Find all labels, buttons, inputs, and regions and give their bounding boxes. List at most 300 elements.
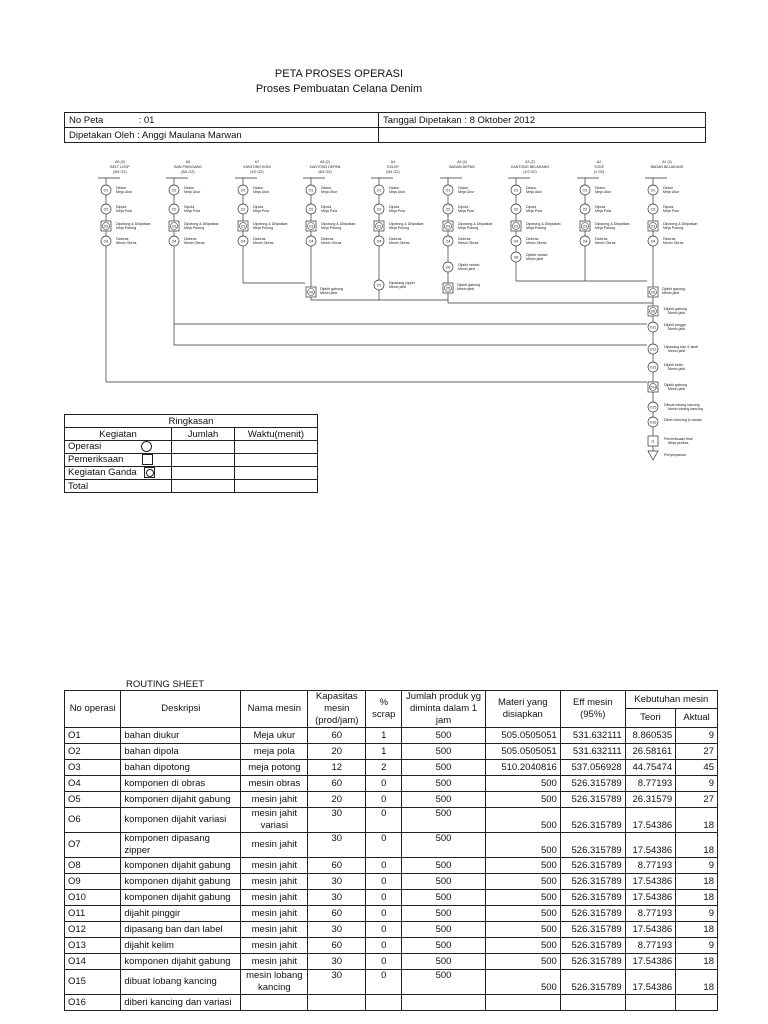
cell-mesin: mesin jahit (241, 858, 308, 874)
cell-mesin: mesin obras (241, 776, 308, 792)
operation-circle-icon (141, 441, 152, 452)
cell-aktual: 9 (676, 938, 718, 954)
table-row (65, 922, 718, 938)
table-row (65, 808, 718, 833)
step-label: Diobras (389, 237, 402, 241)
step-label: Diobras (595, 237, 608, 241)
part-name: GOLBY (386, 165, 400, 169)
operation-number: O2 (171, 207, 177, 212)
col-teori: Teori (625, 709, 675, 728)
summary-row-operasi: Operasi (65, 441, 172, 454)
cell-no: O13 (65, 938, 121, 954)
cell-scrap (366, 995, 402, 1011)
cell-aktual: 27 (676, 792, 718, 808)
cell-no: O16 (65, 995, 121, 1011)
cell-mesin: mesin jahit (241, 922, 308, 938)
operation-number: O5 (650, 290, 656, 295)
cell-aktual: 9 (676, 728, 718, 744)
storage-triangle-icon (648, 451, 658, 460)
step-label: Meja Potong (595, 226, 616, 230)
cell-mesin: mesin jahit (241, 906, 308, 922)
cell-aktual: 18 (676, 970, 718, 995)
summary-row-kegiatan-ganda: Kegiatan Ganda (65, 467, 172, 480)
cell-no: O6 (65, 808, 121, 833)
operation-number: O1 (513, 188, 519, 193)
cell-eff: 526.315789 (560, 906, 625, 922)
summary-table (64, 414, 318, 493)
step-label: Meja Ukur (526, 190, 543, 194)
cell-teori: 8.77193 (625, 858, 675, 874)
cell-eff: 526.315789 (560, 874, 625, 890)
cell-materi: 500 (485, 808, 560, 833)
table-row (65, 954, 718, 970)
main-label: Dijahit pinggir (664, 323, 686, 327)
operation-number: O1 (240, 188, 246, 193)
dipetakan-oleh-cell: Dipetakan Oleh : Anggi Maulana Marwan (65, 128, 379, 143)
table-row (65, 995, 718, 1011)
step-label: Dipola (389, 205, 400, 209)
cell-kap: 30 (308, 833, 366, 858)
cell-eff: 526.315789 (560, 792, 625, 808)
merge-label: Mesin jahit (662, 291, 680, 295)
merge-label: Dijahit variasi (526, 253, 548, 257)
merge-label: Dijahit gabung (662, 287, 685, 291)
part-code: A7 (254, 160, 260, 164)
part-code: A4 (4) (457, 160, 467, 164)
cell-teori: 17.54386 (625, 954, 675, 970)
summary-header-kegiatan: Kegiatan (65, 428, 172, 441)
main-label: Dipasang ban & label (664, 345, 699, 349)
step-label: Dipotong & Dilipatkan (458, 222, 493, 226)
cell-aktual: 18 (676, 890, 718, 906)
cell-kap: 12 (308, 760, 366, 776)
cell-desc: dibuat lobang kancing (121, 970, 241, 995)
cell-teori: 8.77193 (625, 776, 675, 792)
operation-number: O5 (445, 286, 451, 291)
cell-materi: 500 (485, 890, 560, 906)
col-materi: Materi yang disiapkan (485, 691, 560, 728)
step-label: Mesin Obras (116, 241, 137, 245)
step-label: Meja Pola (389, 209, 405, 213)
step-label: Meja Pola (116, 209, 132, 213)
operation-number: O3 (376, 224, 382, 229)
step-label: Dipola (595, 205, 606, 209)
step-label: Meja Potong (458, 226, 479, 230)
cell-teori: 17.54386 (625, 970, 675, 995)
operation-number: O4 (513, 239, 519, 244)
cell-scrap: 0 (366, 970, 402, 995)
step-label: Dipola (458, 205, 469, 209)
cell-kap: 60 (308, 858, 366, 874)
cell-kap (308, 995, 366, 1011)
inspection-square-icon (142, 454, 153, 465)
cell-mesin: mesin jahit (241, 954, 308, 970)
step-label: Meja Pola (663, 209, 679, 213)
part-code: A4 (390, 160, 396, 164)
step-label: Meja Pola (595, 209, 611, 213)
step-label: Mesin Obras (458, 241, 479, 245)
step-label: Diobras (116, 237, 129, 241)
cell-jml: 500 (402, 808, 485, 833)
main-label: Pemeriksaan final (664, 437, 693, 441)
operation-number: O2 (513, 207, 519, 212)
process-chart (0, 0, 768, 470)
operation-number: O4 (582, 239, 588, 244)
cell-scrap: 0 (366, 858, 402, 874)
operation-number: O8 (650, 309, 656, 314)
cell-eff: 526.315789 (560, 922, 625, 938)
summary-row-total: Total (65, 480, 172, 493)
step-label: Meja Ukur (595, 190, 612, 194)
step-label: Diukur (184, 186, 195, 190)
part-code: A5 (185, 160, 191, 164)
combined-activity-icon (144, 467, 155, 478)
cell-no: O2 (65, 744, 121, 760)
step-label: Diukur (595, 186, 606, 190)
step-label: Meja Ukur (116, 190, 133, 194)
cell-kap: 20 (308, 744, 366, 760)
cell-eff: 531.632111 (560, 744, 625, 760)
col-kebutuhan-mesin: Kebutuhan mesin (625, 691, 717, 709)
cell-mesin: mesin lobang kancing (241, 970, 308, 995)
cell-kap: 30 (308, 890, 366, 906)
merge-label: Mesin jahit (526, 257, 544, 261)
part-name: KANTONG BELAKANG (510, 165, 550, 169)
no-peta-value: : 01 (138, 114, 155, 126)
cell-mesin: mesin jahit (241, 890, 308, 906)
main-label: Dijahit kelim (664, 363, 684, 367)
cell-teori: 17.54386 (625, 833, 675, 858)
step-label: Dipola (116, 205, 127, 209)
table-row (65, 938, 718, 954)
cell-aktual: 9 (676, 776, 718, 792)
cell-scrap: 0 (366, 808, 402, 833)
cell-teori: 17.54386 (625, 890, 675, 906)
cell-materi: 500 (485, 776, 560, 792)
col-aktual: Aktual (676, 709, 718, 728)
cell-materi: 500 (485, 906, 560, 922)
cell-desc: komponen dipasang zipper (121, 833, 241, 858)
cell-scrap: 0 (366, 833, 402, 858)
step-label: Meja Potong (321, 226, 342, 230)
step-label: Dipola (526, 205, 537, 209)
operation-number: O2 (445, 207, 451, 212)
operation-number: O13 (649, 365, 657, 370)
cell-jml: 500 (402, 874, 485, 890)
cell-mesin: meja potong (241, 760, 308, 776)
main-label: Mesin jahit (668, 327, 686, 331)
cell-kap: 60 (308, 728, 366, 744)
cell-jml: 500 (402, 744, 485, 760)
cell-desc: dijahit kelim (121, 938, 241, 954)
cell-no: O1 (65, 728, 121, 744)
step-label: Meja Potong (184, 226, 205, 230)
cell-aktual: 18 (676, 922, 718, 938)
col-kapasitas: Kapasitas mesin (prod/jam) (308, 691, 366, 728)
step-label: Dipola (253, 205, 264, 209)
operation-number: I1 (651, 439, 655, 444)
part-spec: (8/4 OZ) (113, 170, 127, 174)
part-spec: (4/2 OZ) (250, 170, 264, 174)
cell-materi: 500 (485, 970, 560, 995)
operation-number: O4 (650, 239, 656, 244)
cell-mesin: mesin jahit (241, 938, 308, 954)
cell-scrap: 0 (366, 954, 402, 970)
table-row (65, 728, 718, 744)
operation-number: O2 (376, 207, 382, 212)
cell-teori: 26.58161 (625, 744, 675, 760)
operation-number: O3 (582, 224, 588, 229)
step-label: Meja Ukur (253, 190, 270, 194)
table-row (65, 792, 718, 808)
summary-title: Ringkasan (65, 415, 318, 428)
cell-eff: 526.315789 (560, 858, 625, 874)
summary-row-pemeriksaan: Pemeriksaan (65, 454, 172, 467)
cell-mesin (241, 995, 308, 1011)
cell-scrap: 0 (366, 938, 402, 954)
merge-label: Dijahit variasi (458, 263, 480, 267)
tanggal-cell: Tanggal Dipetakan : 8 Oktober 2012 (379, 113, 706, 128)
cell-no: O8 (65, 858, 121, 874)
step-label: Mesin Obras (321, 241, 342, 245)
step-label: Meja Pola (184, 209, 200, 213)
cell-kap: 30 (308, 970, 366, 995)
cell-scrap: 1 (366, 744, 402, 760)
cell-jml: 500 (402, 858, 485, 874)
cell-mesin: Meja ukur (241, 728, 308, 744)
cell-scrap: 0 (366, 874, 402, 890)
cell-desc: komponen di obras (121, 776, 241, 792)
cell-desc: komponen dijahit gabung (121, 874, 241, 890)
cell-desc: diberi kancing dan variasi (121, 995, 241, 1011)
main-label: Dibuat lobang kancing (664, 403, 700, 407)
cell-materi: 500 (485, 833, 560, 858)
step-label: Dipotong & Dilipatkan (321, 222, 356, 226)
part-code: A2 (596, 160, 602, 164)
main-label: Meja periksa (668, 441, 689, 445)
page-title: PETA PROSES OPERASI (274, 68, 404, 80)
cell-desc: dipasang ban dan label (121, 922, 241, 938)
operation-number: O16 (649, 420, 657, 425)
operation-number: O4 (445, 239, 451, 244)
step-label: Diobras (458, 237, 471, 241)
col-scrap: % scrap (366, 691, 402, 728)
cell-aktual: 18 (676, 808, 718, 833)
cell-no: O10 (65, 890, 121, 906)
main-label: Dijahit gabung (664, 383, 687, 387)
step-label: Dipotong & Dilipatkan (663, 222, 698, 226)
main-label: Diberi kancing & variasi (664, 418, 702, 422)
operation-number: O7 (376, 283, 382, 288)
step-label: Meja Ukur (458, 190, 475, 194)
cell-materi: 500 (485, 938, 560, 954)
cell-teori: 44.75474 (625, 760, 675, 776)
table-row (65, 833, 718, 858)
step-label: Meja Pola (526, 209, 542, 213)
table-row (65, 858, 718, 874)
step-label: Meja Ukur (184, 190, 201, 194)
step-label: Meja Ukur (389, 190, 406, 194)
cell-desc: komponen dijahit gabung (121, 858, 241, 874)
cell-teori: 17.54386 (625, 922, 675, 938)
cell-no: O7 (65, 833, 121, 858)
step-label: Meja Potong (116, 226, 137, 230)
cell-teori (625, 995, 675, 1011)
part-name: BADAN DEPAN (449, 165, 475, 169)
step-label: Dipotong & Dilipatkan (184, 222, 219, 226)
cell-desc: dijahit pinggir (121, 906, 241, 922)
operation-number: O3 (650, 224, 656, 229)
summary-header-jumlah: Jumlah (172, 428, 235, 441)
cell-materi: 500 (485, 858, 560, 874)
operation-number: O2 (650, 207, 656, 212)
merge-label: Mesin jahit (458, 267, 476, 271)
step-label: Mesin Obras (663, 241, 684, 245)
operation-number: O6 (445, 265, 451, 270)
cell-jml: 500 (402, 970, 485, 995)
step-label: Diobras (663, 237, 676, 241)
operation-number: O11 (649, 325, 657, 330)
cell-teori: 17.54386 (625, 874, 675, 890)
cell-eff (560, 995, 625, 1011)
cell-scrap: 0 (366, 792, 402, 808)
operation-number: O14 (649, 385, 657, 390)
main-label: Dijahit gabung (664, 307, 687, 311)
cell-materi: 505.0505051 (485, 728, 560, 744)
step-label: Meja Potong (663, 226, 684, 230)
step-label: Dipola (663, 205, 674, 209)
operation-number: O2 (103, 207, 109, 212)
cell-jml: 500 (402, 728, 485, 744)
col-no-operasi: No operasi (65, 691, 121, 728)
cell-eff: 526.315789 (560, 890, 625, 906)
operation-number: O1 (308, 188, 314, 193)
step-label: Meja Ukur (321, 190, 338, 194)
routing-table (64, 690, 718, 1011)
merge-label: Mesin jahit (320, 291, 338, 295)
main-label: Mesin lobang kancing (668, 407, 703, 411)
merge-label: Dipasang zipper (389, 281, 415, 285)
part-name: BADAN BELAKANG (650, 165, 684, 169)
cell-desc: komponen dijahit variasi (121, 808, 241, 833)
part-spec: (1/2 OZ) (523, 170, 537, 174)
col-nama-mesin: Nama mesin (241, 691, 308, 728)
main-label: Mesin jahit (668, 349, 686, 353)
cell-no: O15 (65, 970, 121, 995)
cell-jml: 500 (402, 954, 485, 970)
cell-no: O5 (65, 792, 121, 808)
cell-eff: 537.056928 (560, 760, 625, 776)
part-code: A5 (2) (320, 160, 330, 164)
step-label: Diukur (321, 186, 332, 190)
cell-mesin: mesin jahit (241, 874, 308, 890)
step-label: Diukur (663, 186, 674, 190)
step-label: Mesin Obras (595, 241, 616, 245)
step-label: Mesin Obras (253, 241, 274, 245)
operation-number: O1 (171, 188, 177, 193)
merge-label: Mesin jahit (389, 285, 407, 289)
col-jumlah-produk: Jumlah produk yg diminta dalam 1 jam (402, 691, 485, 728)
cell-no: O9 (65, 874, 121, 890)
table-row (65, 776, 718, 792)
part-name: BAN PINGGANG (174, 165, 202, 169)
col-eff-mesin: Eff mesin (95%) (560, 691, 625, 728)
cell-no: O11 (65, 906, 121, 922)
cell-aktual (676, 995, 718, 1011)
cell-eff: 526.315789 (560, 776, 625, 792)
step-label: Diobras (321, 237, 334, 241)
table-row (65, 890, 718, 906)
merge-label: Mesin jahit (457, 287, 475, 291)
part-spec: (8/4 OZ) (318, 170, 332, 174)
operation-number: O4 (308, 239, 314, 244)
step-label: Dipotong & Dilipatkan (595, 222, 630, 226)
part-name: KANTONG DEPAN (309, 165, 341, 169)
cell-teori: 8.860535 (625, 728, 675, 744)
table-row (65, 874, 718, 890)
cell-teori: 17.54386 (625, 808, 675, 833)
table-row (65, 760, 718, 776)
cell-eff: 526.315789 (560, 938, 625, 954)
step-label: Dipola (321, 205, 332, 209)
step-label: Meja Pola (458, 209, 474, 213)
cell-jml: 500 (402, 890, 485, 906)
col-deskripsi: Deskripsi (121, 691, 241, 728)
operation-number: O2 (308, 207, 314, 212)
part-code: A3 (2) (525, 160, 535, 164)
cell-desc: bahan diukur (121, 728, 241, 744)
cell-materi: 500 (485, 792, 560, 808)
operation-number: O2 (582, 207, 588, 212)
cell-scrap: 0 (366, 776, 402, 792)
operation-number: O1 (582, 188, 588, 193)
table-row (65, 906, 718, 922)
step-label: Diukur (458, 186, 469, 190)
cell-jml: 500 (402, 906, 485, 922)
step-label: Meja Potong (526, 226, 547, 230)
step-label: Mesin Obras (184, 241, 205, 245)
cell-desc: komponen dijahit gabung (121, 890, 241, 906)
table-row (65, 744, 718, 760)
routing-body (65, 728, 718, 1011)
cell-materi: 505.0505051 (485, 744, 560, 760)
step-label: Dipotong & Dilipatkan (526, 222, 561, 226)
step-label: Meja Pola (321, 209, 337, 213)
operation-number: O1 (650, 188, 656, 193)
cell-jml: 500 (402, 776, 485, 792)
step-label: Dipotong & Dilipatkan (253, 222, 288, 226)
cell-kap: 20 (308, 792, 366, 808)
step-label: Mesin Obras (526, 241, 547, 245)
cell-kap: 60 (308, 906, 366, 922)
cell-desc: bahan dipola (121, 744, 241, 760)
cell-kap: 30 (308, 808, 366, 833)
cell-jml: 500 (402, 760, 485, 776)
cell-no: O4 (65, 776, 121, 792)
operation-number: O1 (103, 188, 109, 193)
cell-scrap: 0 (366, 890, 402, 906)
part-code: A6 (9) (115, 160, 125, 164)
cell-desc: komponen dijahit gabung (121, 792, 241, 808)
operation-number: O12 (649, 347, 657, 352)
operation-number: O3 (513, 224, 519, 229)
step-label: Diobras (253, 237, 266, 241)
cell-materi: 500 (485, 874, 560, 890)
operation-number: O2 (240, 207, 246, 212)
cell-materi: 500 (485, 922, 560, 938)
cell-aktual: 18 (676, 874, 718, 890)
operation-number: O3 (445, 224, 451, 229)
